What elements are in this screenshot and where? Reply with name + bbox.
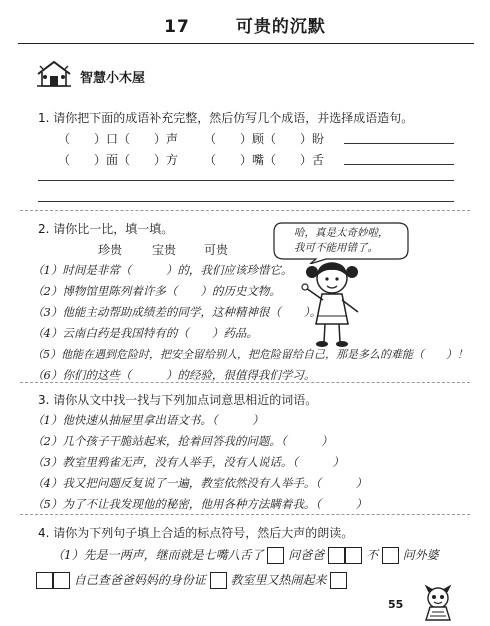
lesson-title: 可贵的沉默 <box>235 17 326 37</box>
punctuation-box[interactable] <box>210 572 227 589</box>
page-number: 55 <box>388 598 404 611</box>
bubble-text: 哈，真是太奇妙啦，我可不能用错了。 <box>294 227 389 254</box>
q1-prompt: 1. 请你把下面的成语补充完整，然后仿写几个成语，并选择成语造句。 <box>38 111 414 125</box>
separator <box>20 210 470 211</box>
q1-sentence-line-2[interactable] <box>38 201 454 202</box>
section-title: 智慧小木屋 <box>80 71 146 86</box>
q2-item-1: （1）时间是非常（ ）的，我们应该珍惜它。 <box>32 263 293 277</box>
q3-item-4: （4）我又把问题反复说了一遍，教室依然没有人举手。（ ） <box>32 476 368 490</box>
q3-item-1: （1）他快速从抽屉里拿出语文书。（ ） <box>32 413 264 427</box>
punctuation-box[interactable] <box>330 572 347 589</box>
punctuation-box[interactable] <box>53 572 70 589</box>
q2-word-2: 宝贵 <box>152 243 177 257</box>
lesson-number: 17 <box>164 17 190 37</box>
separator <box>20 382 470 383</box>
q4-text: 不 <box>365 548 378 562</box>
q3-item-5: （5）为了不让我发现他的秘密，他用各种方法瞒着我。（ ） <box>32 497 368 511</box>
page-title <box>0 12 490 37</box>
q4-text: 问爸爸 <box>288 548 325 562</box>
punctuation-box[interactable] <box>36 572 53 589</box>
q3-item-3: （3）教室里鸦雀无声，没有人举手，没有人说话。（ ） <box>32 455 345 469</box>
punctuation-box[interactable] <box>267 547 284 564</box>
q2-word-1: 珍贵 <box>98 243 123 257</box>
q2-item-3: （3）他能主动帮助成绩差的同学，这种精神很（ ）。 <box>32 305 322 319</box>
punctuation-box[interactable] <box>345 547 362 564</box>
punctuation-box[interactable] <box>328 547 345 564</box>
q2-item-5: （5）他能在遇到危险时，把安全留给别人，把危险留给自己，那是多么的难能（ ）！ <box>32 348 468 361</box>
q4-text: 问外婆 <box>402 548 439 562</box>
q1-answer-line-2[interactable] <box>344 164 454 165</box>
q1-sentence-line-1[interactable] <box>38 180 454 181</box>
separator <box>20 514 470 515</box>
cartoon-mascot-icon <box>418 584 458 622</box>
punctuation-box[interactable] <box>382 547 399 564</box>
q2-item-4: （4）云南白药是我国特有的（ ）药品。 <box>32 326 258 340</box>
q3-item-2: （2）几个孩子干脆站起来，抢着回答我的问题。（ ） <box>32 434 333 448</box>
q4-text: （1）先是一两声，继而就是七嘴八舌了 <box>52 548 264 562</box>
q1-idiom-2: （ ）顾（ ）盼 <box>204 132 325 146</box>
title-divider <box>18 43 474 44</box>
q1-idiom-1: （ ）口（ ）声 <box>58 132 179 146</box>
q2-item-6: （6）你们的这些（ ）的经验，很值得我们学习。 <box>32 368 316 382</box>
q2-prompt: 2. 请你比一比，填一填。 <box>38 222 174 236</box>
wooden-house-icon <box>36 60 72 88</box>
q2-item-2: （2）博物馆里陈列着许多（ ）的历史文物。 <box>32 284 281 298</box>
q2-word-3: 可贵 <box>204 243 229 257</box>
q4-prompt: 4. 请你为下列句子填上合适的标点符号，然后大声的朗读。 <box>38 526 354 540</box>
q1-idiom-3: （ ）面（ ）方 <box>58 153 179 167</box>
q3-prompt: 3. 请你从文中找一找与下列加点词意思相近的词语。 <box>38 393 318 407</box>
q4-text: 教室里又热闹起来 <box>230 573 327 587</box>
q1-idiom-4: （ ）嘴（ ）舌 <box>204 153 325 167</box>
q4-text: 自己查爸爸妈妈的身份证 <box>73 573 206 587</box>
q4-sentence-line-2 <box>36 571 347 589</box>
q4-sentence-line-1 <box>52 546 439 564</box>
q1-answer-line-1[interactable] <box>344 143 454 144</box>
